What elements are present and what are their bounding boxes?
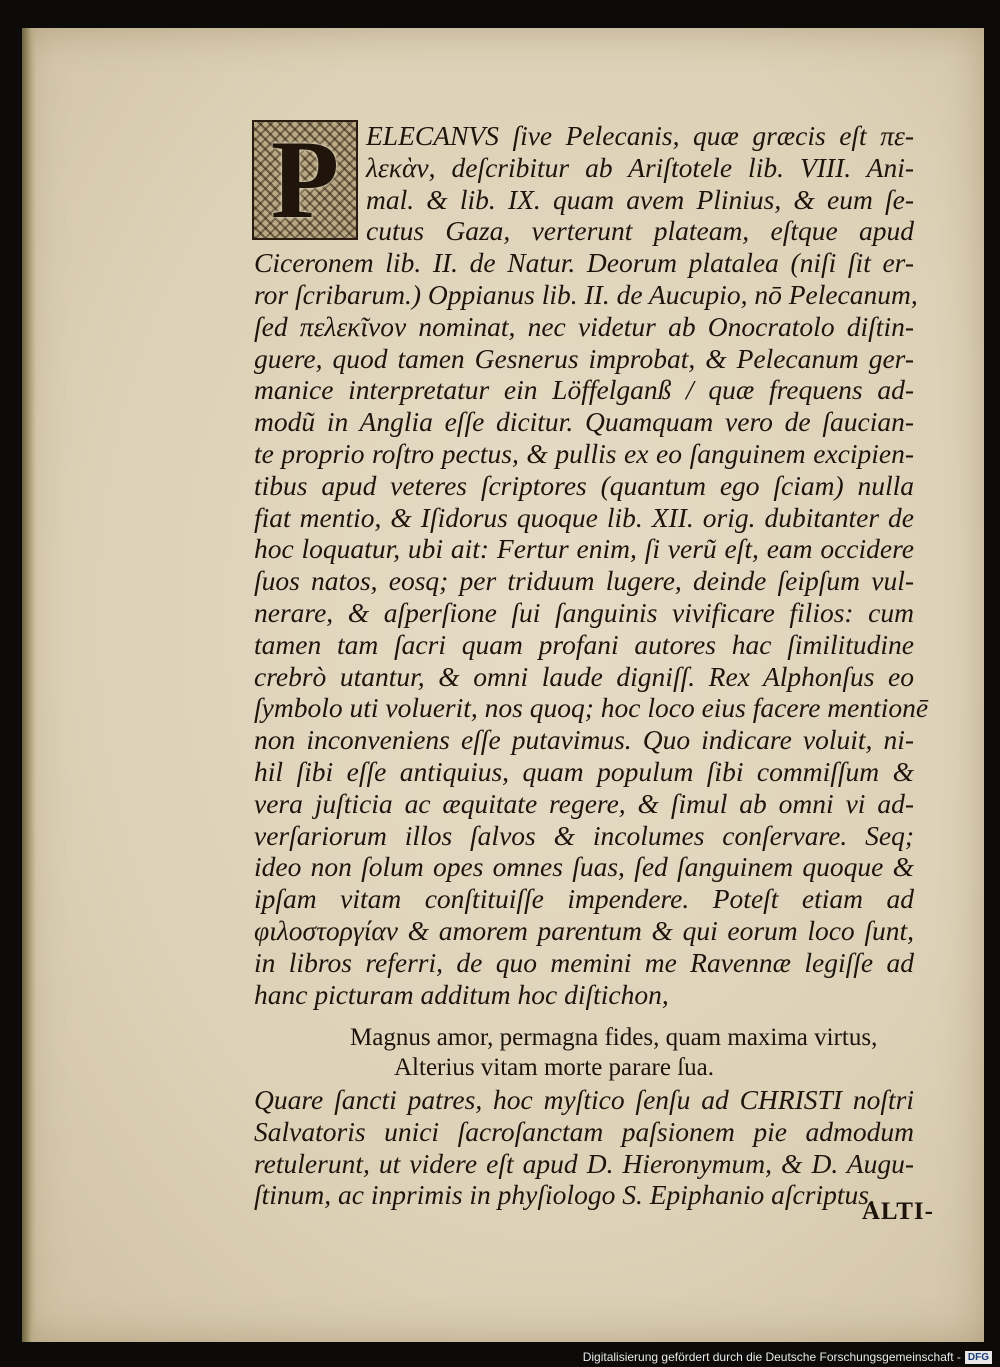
digitization-footer xyxy=(583,1350,992,1364)
catchword: ALTI- xyxy=(861,1198,934,1225)
distich xyxy=(350,1023,910,1083)
text-line: modũ in Anglia eſſe dicitur. Quamquam vero de ſaucian- xyxy=(254,406,914,438)
text-line: manice interpretatur ein Löffelganß / quæ frequens ad- xyxy=(254,374,914,406)
text-line: retulerunt, ut videre eſt apud D. Hieronymum, & D. Augu- xyxy=(254,1147,914,1179)
text-line: in libros referri, de quo memini me Ravennæ legiſſe ad xyxy=(254,946,914,978)
text-line: crebrò utantur, & omni laude digniſſ. Rex Alphonſus eo xyxy=(254,660,914,692)
text-line: Salvatoris unici ſacroſanctam paſsionem pie admodum xyxy=(254,1115,914,1147)
decorated-initial xyxy=(252,120,358,240)
footer-credit: Digitalisierung gefördert durch die Deutsche Forschungsgemeinschaft - xyxy=(582,1350,961,1364)
text-line: fiat mentio, & Iſidorus quoque lib. XII. orig. dubitanter de xyxy=(254,501,914,533)
text-line: hoc loquatur, ubi ait: Fertur enim, ſi verũ eſt, eam occidere xyxy=(254,533,914,565)
verse-line: Alterius vitam morte parare ſua. xyxy=(394,1054,715,1081)
text-line: cutus Gaza, verterunt plateam, eſtque apud xyxy=(366,215,914,247)
page-spine xyxy=(22,28,36,1342)
text-line: ſed πελεκῖνον nominat, nec videtur ab Onocratolo diſtin- xyxy=(254,310,914,342)
text-line: ELECANVS ſive Pelecanis, quæ græcis eſt πε- xyxy=(366,120,914,151)
text-line: λεκὰν, deſcribitur ab Ariſtotele lib. VIII. Ani- xyxy=(366,151,914,183)
text-line: φιλοστοργίαν & amorem parentum & qui eorum loco ſunt, xyxy=(254,914,914,946)
text-line: mal. & lib. IX. quam avem Plinius, & eum ſe- xyxy=(366,183,914,215)
text-line: te proprio roſtro pectus, & pullis ex eo ſanguinem excipien- xyxy=(254,437,914,469)
text-line: guere, quod tamen Gesnerus improbat, & Pelecanum ger- xyxy=(254,342,914,374)
text-line: tamen tam ſacri quam profani autores hac ſimilitudine xyxy=(254,628,914,660)
text-line: verſariorum illos ſalvos & incolumes conſervare. Seq; xyxy=(254,819,914,851)
dfg-logo-icon: DFG xyxy=(965,1351,992,1364)
text-line: ideo non ſolum opes omnes ſuas, ſed ſanguinem quoque & xyxy=(254,851,914,883)
text-line: vera juſticia ac æquitate regere, & ſimul ab omni vi ad- xyxy=(254,787,914,819)
text-line: non inconveniens eſſe putavimus. Quo indicare voluit, ni- xyxy=(254,724,914,756)
text-line: ſymbolo uti voluerit, nos quoq; hoc loco eius facere mentionē xyxy=(254,692,929,724)
text-line: hil ſibi eſſe antiquius, quam populum ſibi commiſſum & xyxy=(254,755,914,787)
text-line: nerare, & aſperſione ſui ſanguinis vivificare filios: cum xyxy=(254,596,914,628)
closing-text xyxy=(254,1084,914,1211)
text-line: ror ſcribarum.) Oppianus lib. II. de Aucupio, nō Pelecanum, xyxy=(254,278,918,310)
body-text xyxy=(254,118,929,1010)
text-line: hanc picturam additum hoc diſtichon, xyxy=(254,978,669,1010)
verse-line: Magnus amor, permagna fides, quam maxima virtus, xyxy=(350,1024,878,1051)
text-line: ſtinum, ac inprimis in phyſiologo S. Epiphanio aſcriptus. xyxy=(254,1179,876,1211)
initial-letter: P xyxy=(270,118,340,242)
text-line: Ciceronem lib. II. de Natur. Deorum platalea (niſi ſit er- xyxy=(254,247,914,279)
text-line: Quare ſancti patres, hoc myſtico ſenſu ad CHRISTI noſtri xyxy=(254,1084,914,1115)
text-line: ſuos natos, eosq; per triduum lugere, deinde ſeipſum vul- xyxy=(254,565,914,597)
text-line: tibus apud veteres ſcriptores (quantum ego ſciam) nulla xyxy=(254,469,914,501)
text-line: ipſam vitam conſtituiſſe impendere. Poteſt etiam ad xyxy=(254,883,914,915)
